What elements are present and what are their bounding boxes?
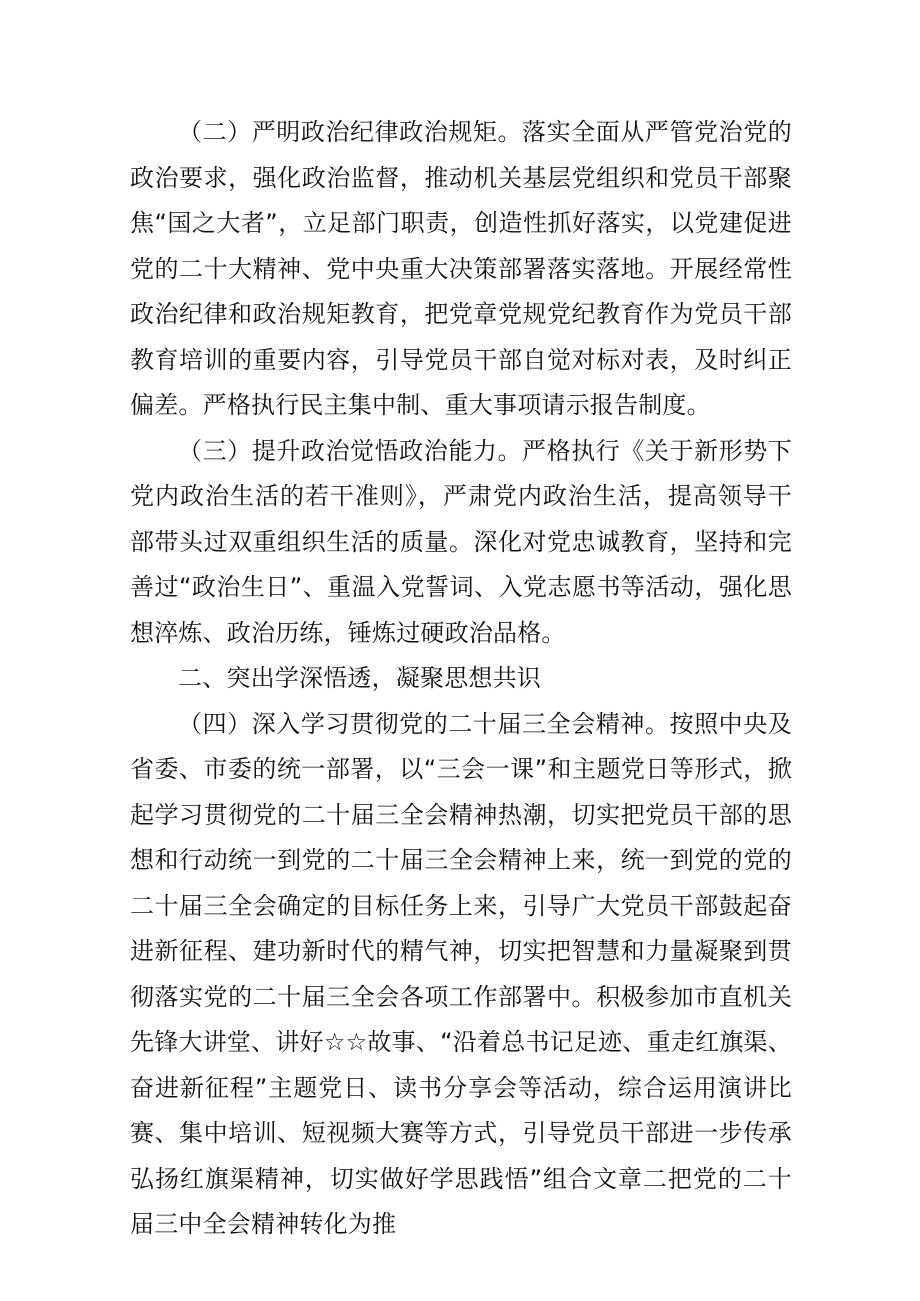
paragraph-political-discipline: （二）严明政治纪律政治规矩。落实全面从严管党治党的政治要求，强化政治监督，推动机关基层党组织和党员干部聚焦“国之大者”，立足部门职责，创造性抓好落实，以党建促进党的二十大精神、党中央重大决策部署落实落地。开展经常性政治纪律和政治规矩教育，把党章党规党纪教育作为党员干部教育培训的重要内容，引导党员干部自觉对标对表，及时纠正偏差。严格执行民主集中制、重大事项请示报告制度。 — [130, 118, 792, 419]
section-heading-study: 二、突出学深悟透，凝聚思想共识 — [178, 664, 541, 692]
document-body — [130, 110, 792, 1248]
paragraph-political-awareness: （三）提升政治觉悟政治能力。严格执行《关于新形势下党内政治生活的若干准则》，严肃党内政治生活，提高领导干部带头过双重组织生活的质量。深化对党忠诚教育，坚持和完善过“政治生日”、重温入党誓词、入党志愿书等活动，强化思想淬炼、政治历练，锤炼过硬政治品格。 — [130, 436, 792, 647]
paragraph-plenary-study: （四）深入学习贯彻党的二十届三全会精神。按照中央及省委、市委的统一部署，以“三会一课”和主题党日等形式，掀起学习贯彻党的二十届三全会精神热潮，切实把党员干部的思想和行动统一到党的二十届三全会精神上来，统一到党的党的二十届三全会确定的目标任务上来，引导广大党员干部鼓起奋进新征程、建功新时代的精气神，切实把智慧和力量凝聚到贯彻落实党的二十届三全会各项工作部署中。积极参加市直机关先锋大讲堂、讲好☆☆故事、“沿着总书记足迹、重走红旗渠、奋进新征程”主题党日、读书分享会等活动，综合运用演讲比赛、集中培训、短视频大赛等方式，引导党员干部进一步传承弘扬红旗渠精神，切实做好学思践悟”组合文章二把党的二十届三中全会精神转化为推 — [130, 709, 792, 1238]
